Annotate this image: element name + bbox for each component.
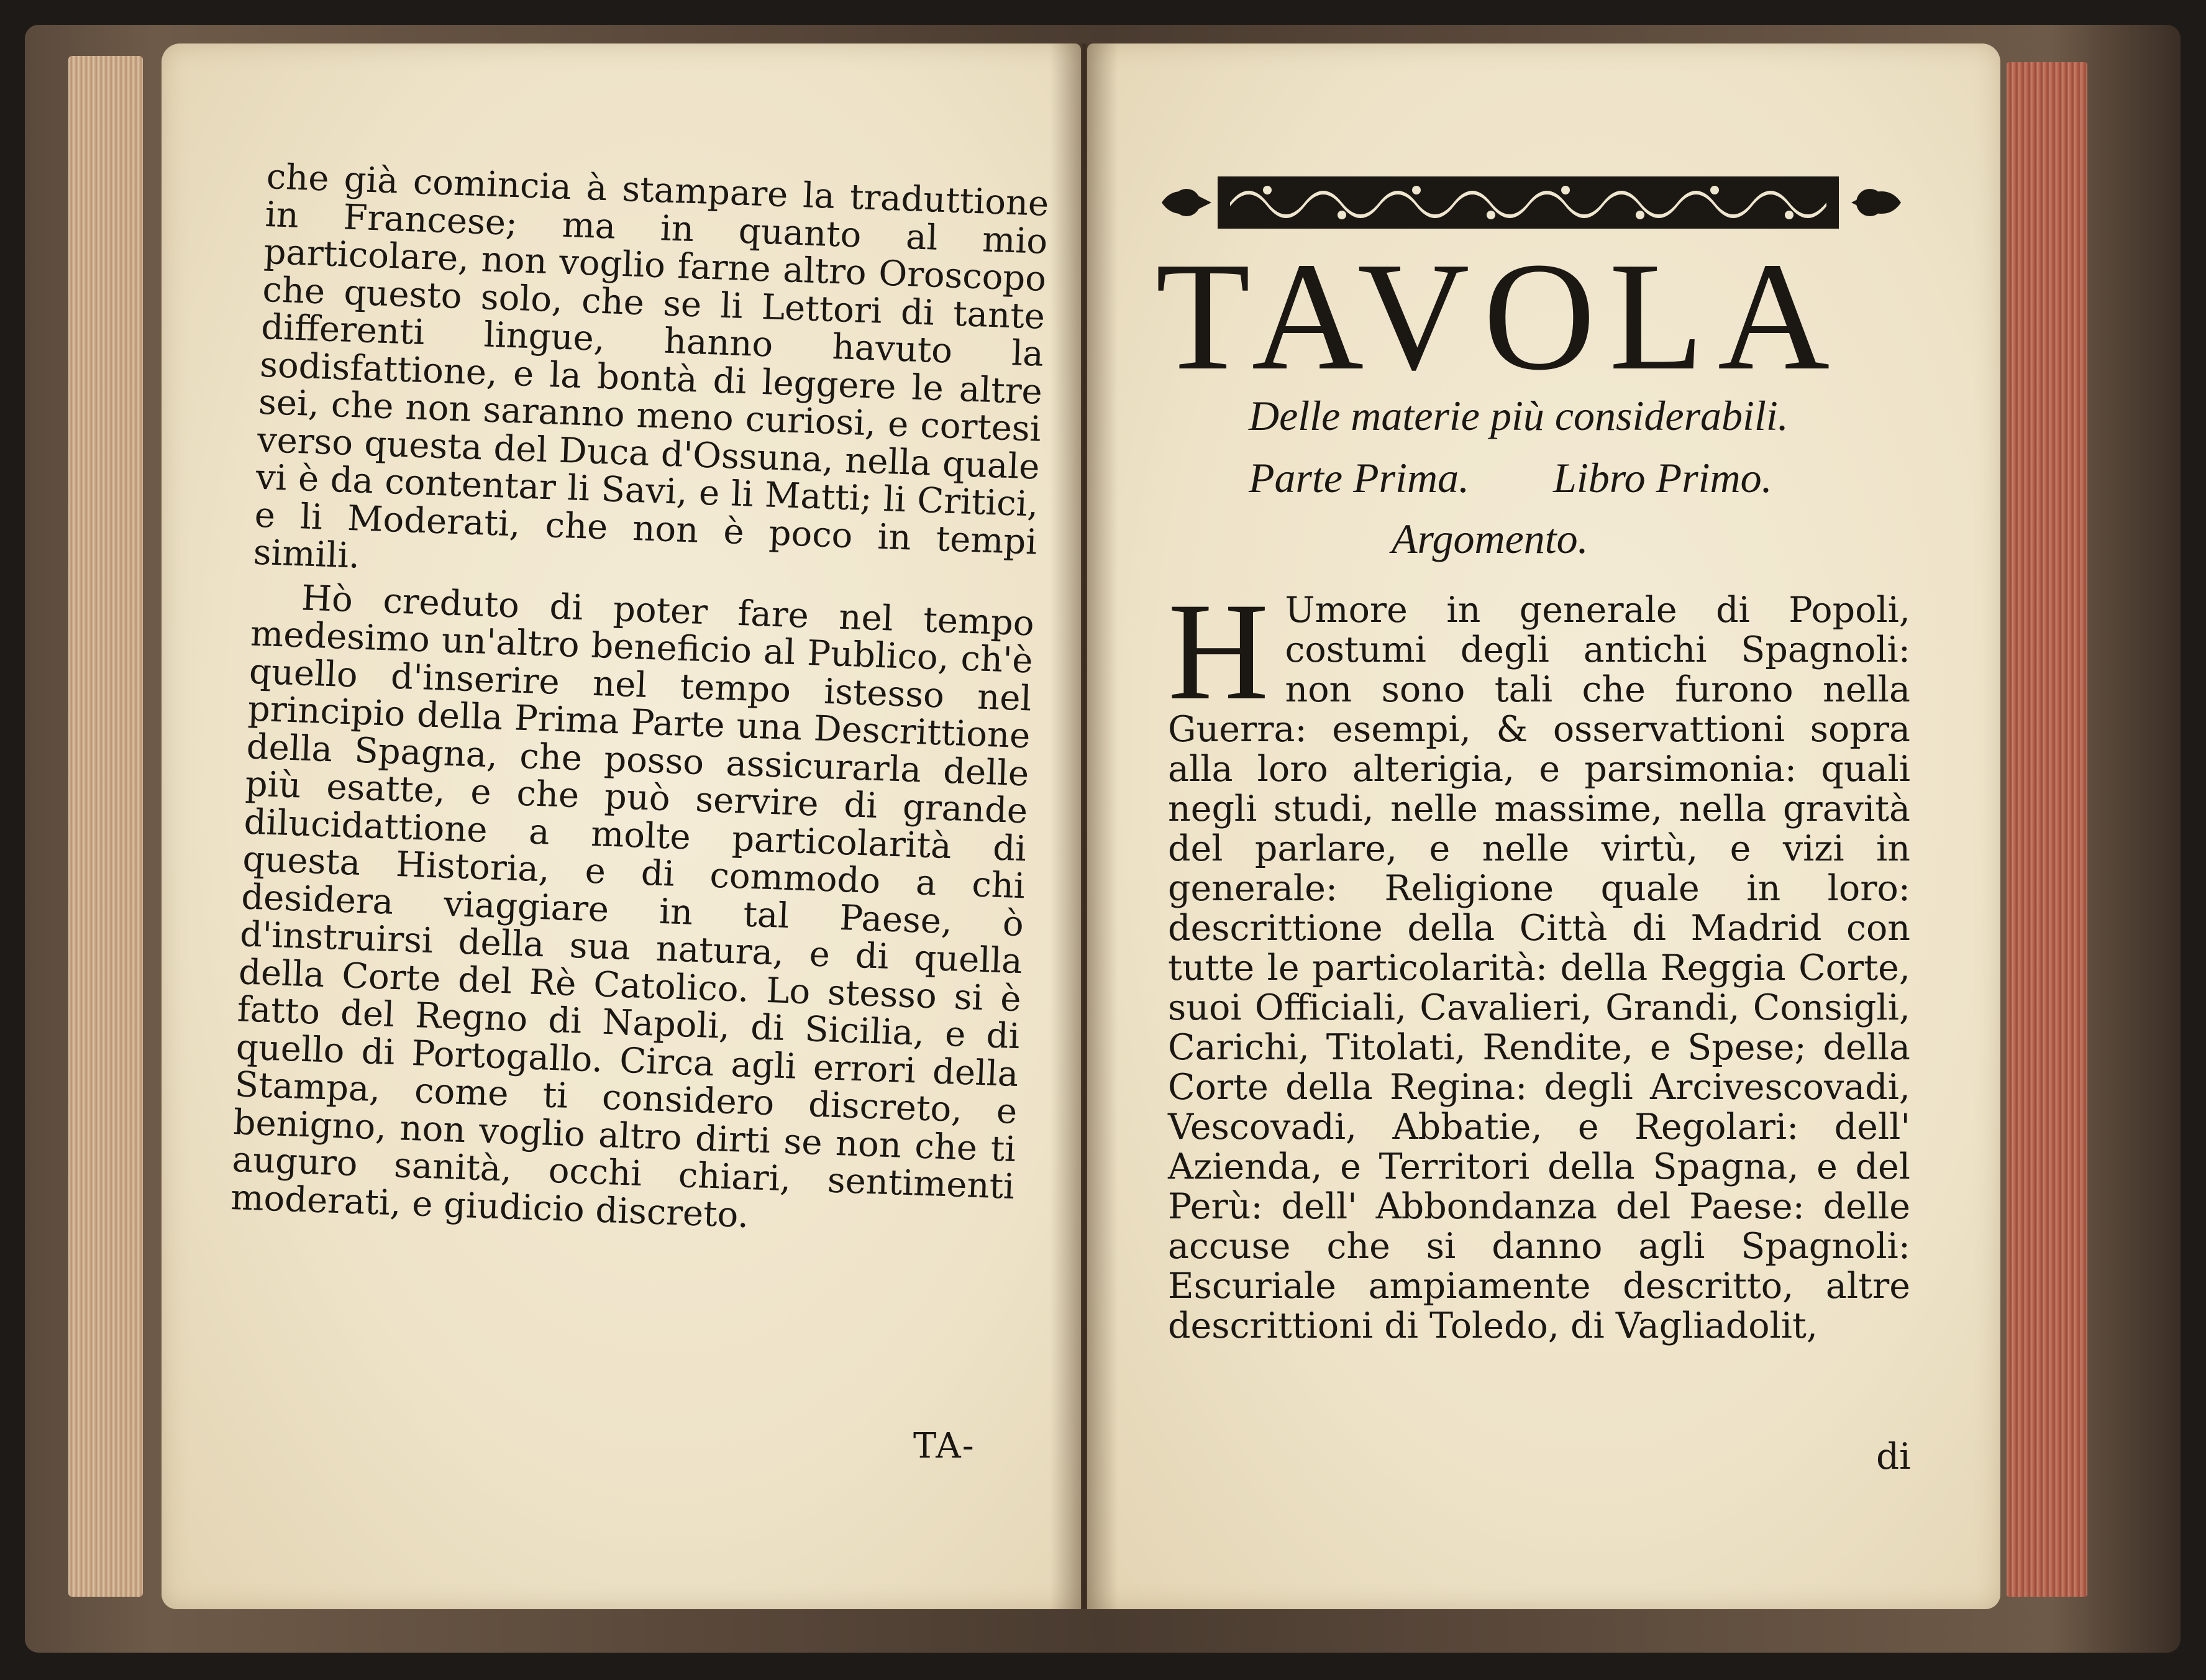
drop-cap: H xyxy=(1168,573,1269,729)
page-title: TAVOLA xyxy=(1155,231,1844,403)
book-label: Libro Primo. xyxy=(1553,454,1772,501)
argument-text: Umore in generale di Popoli, costumi degli antichi Spagnoli: non sono tali che furono nella Guerra: esempi, & osservattioni sopra alla loro alterigia, e parsimonia: quali negli studi, nelle massime, nella gravità del parlare, e nelle virtù, e vizi in generale: Religione quale in loro: descrittione della Città di Madrid con tutte le particolarità: della Reggia Corte, suoi Officiali, Cavalieri, Grandi, Consigli, Carichi, Titolati, Rendite, e Spese; della Corte della Regina: degli Arcivescovadi, Vescovadi, Abbatie, e Regolari: dell' Azienda, e Territori della Spagna, e del Perù: dell' Abbondanza del Paese: delle accuse che si danno agli Spagnoli: Escuriale ampiamente descritto, altre descrittioni di Toledo, di Vagliadolit, xyxy=(1168,590,1910,1346)
left-paragraph-2: Hò creduto di poter fare nel tempo medesimo un'altro beneficio al Publico, ch'è quello d'inserire nel tempo istesso nel principio della Prima Parte una Descrittione della Spagna, che posso assicurarla delle più esatte, e che può servire di grande dilucidattione a molte particolarità di questa Historia, e di commodo a chi desidera viaggiare in tal Paese, ò d'instruirsi della sua natura, e di quella della Corte del Rè Catolico. Lo stesso si è fatto del Regno di Napoli, di Sicilia, e di quello di Portogallo. Circa agli errori della Stampa, come ti considero discreto, e benigno, non voglio altro dirti se non che ti auguro sanità, occhi chiari, sentimenti moderati, e giudicio discreto. xyxy=(230,577,1035,1236)
book-gutter xyxy=(1050,43,1118,1609)
subtitle: Delle materie più considerabili. xyxy=(1249,392,1789,439)
right-catchword: di xyxy=(1876,1435,1911,1477)
left-paragraph-1: che già comincia à stampare la traduttione in Francese; ma in quanto al mio particolare, non voglio farne altro Oroscopo che questo solo, che se li Lettori di tante differenti lingue, hanno havuto la sodisfattione, e la bontà di leggere le altre sei, che non saranno meno curiosi, e cortesi verso questa del Duca d'Ossuna, nella quale vi è da contentar li Savi, e li Matti; li Critici, e li Moderati, che non è poco in tempi simili. xyxy=(252,157,1050,577)
right-page-edges xyxy=(2007,62,2087,1597)
part-label: Parte Prima. xyxy=(1249,454,1470,501)
left-catchword: TA- xyxy=(913,1426,975,1466)
left-page-text xyxy=(230,158,1050,1244)
right-page-body xyxy=(1168,573,1910,1346)
argument-heading: Argomento. xyxy=(1392,515,1588,562)
ornamental-headpiece xyxy=(1162,171,1901,234)
left-page-edges xyxy=(68,56,143,1597)
